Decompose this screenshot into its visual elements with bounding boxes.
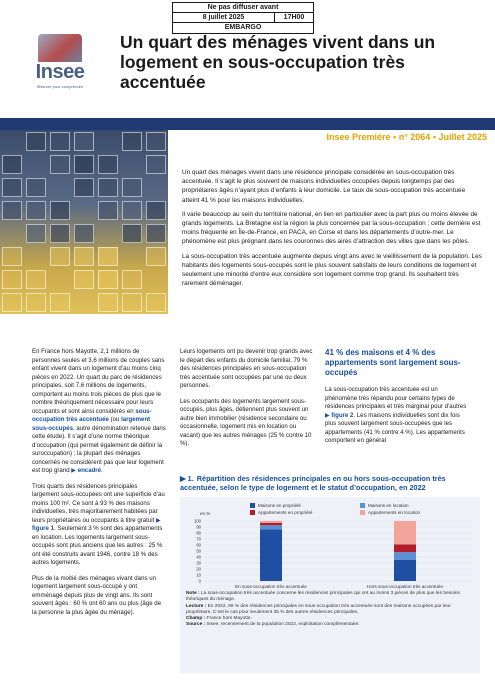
legend-label: Maisons en propriété	[258, 503, 301, 508]
text-run: En France hors Mayotte, 2,1 millions de personnes seules et 3,6 millions de couples sans enfant vivent dans un logement d’au moins cinq pièces en 2022. Un quart du parc de résidences principales, soit 7,6 millions de logements, comportent au moins trois pièces de plus que le nombre théoriquement nécessaire pour leurs occupants et sont ainsi considérés en	[32, 348, 165, 415]
text-run: suroccupation) ; la plupart des ménages concernés ne considèrent pas que leur logement est trop grand	[32, 450, 164, 474]
text-run: (ou	[108, 416, 122, 423]
photo-tile	[2, 201, 22, 220]
y-tick-label: 100	[194, 518, 201, 524]
photo-tile	[2, 155, 22, 174]
legend-swatch	[360, 503, 365, 508]
photo-tile	[26, 178, 46, 197]
photo-tile	[146, 293, 166, 312]
logo-tagline: Mesurer pour comprendre	[36, 84, 84, 89]
photo-tile	[74, 224, 94, 243]
y-tick-label: 10	[196, 572, 201, 578]
photo-tile	[26, 201, 46, 220]
photo-tile	[98, 270, 118, 289]
source-text: Insee, recensement de la population 2022, exploitation complémentaire.	[206, 622, 360, 628]
x-category-label: En sous-occupation très accentuée	[235, 584, 307, 589]
figure-notes	[186, 591, 476, 629]
body-paragraph	[32, 483, 166, 568]
photo-tile	[146, 201, 166, 220]
cover-photo	[0, 130, 168, 314]
note-label: Note :	[186, 591, 200, 596]
photo-tile	[2, 247, 22, 266]
photo-tile	[98, 155, 118, 174]
photo-tile	[50, 155, 70, 174]
arrow-icon: ▶	[71, 467, 78, 474]
photo-tile	[50, 247, 70, 266]
y-axis-unit: en %	[200, 511, 211, 516]
body-column-2	[180, 348, 314, 456]
photo-tile	[74, 270, 94, 289]
photo-tile	[50, 224, 70, 243]
abstract-paragraph: Il varie beaucoup au sein du territoire national, en lien en particulier avec la part plus ou moins élevée de grands logements. La Bretagne est la région la plus concernée par la sous-occupation ; cette dernière est moins fréquente en Île-de-France, en PACA, en Corse et dans les départements d’outre-mer. Le phénomène est plus prégnant dans les couronnes des aires d’attraction des villes que dans les pôles.	[182, 210, 481, 246]
legend-label: Appartements en propriété	[258, 510, 313, 515]
body-paragraph	[325, 386, 469, 446]
y-tick-label: 70	[196, 536, 201, 542]
reading-label: Lecture :	[186, 603, 207, 609]
embargo-datetime	[173, 13, 313, 23]
photo-tile	[2, 270, 22, 289]
abstract-paragraph: La sous-occupation très accentuée augmente depuis vingt ans avec le vieillissement de la population. Les habitants des logements sous-occupés sont le plus souvent satisfaits de leurs conditions de logement et seulement une minorité d’entre eux considère son logement comme trop grand. Ils souhaitent très rarement déménager.	[182, 252, 482, 288]
y-tick-label: 80	[196, 530, 201, 536]
section-heading: 41 % des maisons et 4 % des appartements sont largement sous-occupés	[325, 348, 461, 377]
photo-tile	[50, 201, 70, 220]
photo-tile	[98, 178, 118, 197]
reading-text: En 2022, 86 % des résidences principales en sous-occupation très accentuée sont des maisons occupées par leur propriétaire. C’est le cas pour seulement 35 % des autres résidences principales.	[186, 603, 451, 615]
body-paragraph: Leurs logements ont pu devenir trop grands avec le départ des enfants du domicile familial. 79 % des résidences principales en sous-occupation très accentuée sont occupées par une ou deux personnes.	[180, 348, 313, 389]
photo-tile	[122, 293, 142, 312]
legend-label: Appartements en location	[368, 510, 421, 515]
photo-tile	[146, 247, 166, 266]
photo-tile	[122, 224, 142, 243]
photo-tile	[2, 178, 22, 197]
insee-logo	[30, 34, 90, 92]
embargo-date: 8 juillet 2025	[173, 13, 275, 22]
chart-legend	[250, 503, 470, 515]
logo-word: Insee	[35, 61, 85, 83]
body-paragraph: Plus de la moitié des ménages vivant dans un logement largement sous-occupé y ont emménagé depuis plus de vingt ans. Ils sont souvent âgés : 60 % ont 60 ans ou plus (âge de la personne la plus âgée du ménage).	[32, 574, 162, 616]
bar-segment	[260, 529, 282, 581]
figure-number: 1.	[187, 474, 194, 483]
bar-segment	[260, 523, 282, 525]
body-paragraph: Les occupants des logements largement sous-occupés, plus âgés, détiennent plus souvent un autre bien immobilier (résidence secondaire ou occasionnelle, logement mis en location ou vacant) que les autres ménages (25 % contre 10 %).	[180, 397, 312, 447]
photo-tile	[122, 132, 142, 151]
bar-segment	[260, 525, 282, 529]
y-tick-label: 90	[196, 524, 201, 530]
field-text: France hors Mayotte.	[206, 616, 252, 622]
body-column-1	[32, 348, 166, 624]
legend-item	[360, 503, 470, 508]
box-link[interactable]: encadré	[77, 467, 102, 474]
bar-segment	[394, 560, 416, 581]
text-run: . Seulement 3 % sont des appartements en location. Les logements largement sous-occupés sont plus anciens que les autres : 25 % ont été construits avant 1946, contre 18 % des autres logements.	[32, 525, 163, 566]
x-category-label: Hors sous-occupation très accentuée	[367, 584, 443, 589]
y-tick-label: 20	[196, 566, 201, 572]
photo-tile	[146, 155, 166, 174]
photo-tile	[146, 132, 166, 151]
y-tick-label: 60	[196, 542, 201, 548]
abstract-paragraph: Un quart des ménages vivent dans une résidence principale considérée en sous-occupation très accentuée. Il s’agit le plus souvent de maisons individuelles occupées depuis longtemps par des propriétaires âgés n’ayant plus d’enfants à leur domicile. Le taux de sous-occupation très accentuée atteint 41 % pour les maisons individuelles.	[182, 169, 466, 204]
figure-note	[186, 591, 476, 604]
legend-swatch	[360, 510, 365, 515]
legend-label: Maisons en location	[368, 503, 409, 508]
embargo-box	[172, 2, 314, 34]
photo-tile	[26, 293, 46, 312]
photo-tile	[74, 247, 94, 266]
photo-tile	[50, 293, 70, 312]
figure-title	[180, 474, 480, 492]
photo-tile	[26, 270, 46, 289]
arrow-icon: ▶	[180, 474, 186, 483]
embargo-time: 17H00	[283, 14, 305, 21]
term-link[interactable]: largement sous-occupés	[32, 416, 151, 432]
legend-swatch	[250, 503, 255, 508]
photo-tile	[122, 270, 142, 289]
photo-tile	[74, 132, 94, 151]
embargo-line1: Ne pas diffuser avant	[173, 3, 313, 13]
y-tick-label: 40	[196, 554, 201, 560]
figure-reading	[186, 604, 476, 617]
text-run: , autre dénomination retenue dans cette étude). Il s’agit d’une norme théorique d’occupation (qui permet également de définir la	[32, 424, 166, 449]
logo-mark-icon	[38, 34, 82, 62]
series-label: Insee Première • n° 2064 • Juillet 2025	[326, 132, 487, 142]
figure-link[interactable]: figure 1	[32, 525, 55, 532]
y-tick-label: 30	[196, 560, 201, 566]
photo-tile	[74, 178, 94, 197]
header-band	[0, 118, 495, 130]
photo-tile	[74, 155, 94, 174]
term-link[interactable]: sous-occupation très accentuée	[32, 407, 152, 423]
arrow-icon: ▶	[325, 411, 332, 419]
y-tick-label: 0	[198, 578, 201, 584]
field-label: Champ :	[186, 616, 206, 622]
legend-item	[250, 503, 360, 508]
photo-tile	[50, 132, 70, 151]
text-run: Trois quarts des résidences principales largement sous-occupées ont une superficie d’au moins 100 m². Ce sont à 93 % des maisons individuelles, très majoritairement habitées par leurs propriétaires ou occupants à titre gratuit	[32, 482, 165, 524]
embargo-label: EMBARGO	[224, 24, 262, 31]
photo-tile	[122, 178, 142, 197]
page-title: Un quart des ménages vivent dans un logement en sous-occupation très accentuée	[120, 32, 436, 92]
photo-tile	[98, 201, 118, 220]
arrow-icon: ▶	[155, 516, 161, 524]
photo-tile	[2, 293, 22, 312]
legend-swatch	[250, 510, 255, 515]
photo-tile	[26, 132, 46, 151]
photo-tile	[122, 201, 142, 220]
text-run: La sous-occupation très accentuée est un phénomène très répandu pour certains types de résidences principales et très marginal pour d’autres	[325, 386, 467, 410]
legend-item	[250, 510, 360, 515]
photo-tile	[98, 293, 118, 312]
abstract	[182, 168, 484, 293]
figure-title-text: Répartition des résidences principales en ou hors sous-occupation très accentuée, selon le type de logement et le statut d’occupation, en 2022	[180, 474, 446, 492]
bar-segment	[260, 521, 282, 523]
figure-panel	[180, 497, 480, 673]
photo-tile	[26, 224, 46, 243]
legend-item	[360, 510, 470, 515]
body-column-3	[325, 348, 469, 453]
source-label: Source :	[186, 622, 206, 628]
bar-segment	[394, 521, 416, 544]
figure-link[interactable]: figure 2	[331, 411, 354, 419]
bar-segment	[394, 552, 416, 560]
note-text: La sous-occupation très accentuée concerne les résidences principales qui ont au moins 3 pièces de plus que les besoins théoriques du ménage.	[186, 591, 460, 603]
text-run: . Les maisons individuelles sont dix fois plus souvent largement sous-occupées que les appartements (41 % contre 4 %). Les appartements comportent en général	[325, 411, 465, 444]
y-tick-label: 50	[196, 548, 201, 554]
bar-segment	[394, 544, 416, 552]
figure-source	[186, 622, 476, 628]
photo-tile	[146, 224, 166, 243]
photo-tile	[98, 247, 118, 266]
body-paragraph: En France hors Mayotte, 2,1 millions de personnes seules et 3,6 millions de couples sans enfant vivent dans un logement d’au moins cinq pièces en 2022. Un quart du parc de résidences principales, soit 7,6 millions de logements, comportent au moins trois pièces de plus que le nombre théoriquement nécessaire pour leurs occupants et sont ainsi considérés en sous-occupation très accentuée (ou largement sous-occupés, autre dénomination retenue dans cette étude). Il s’agit d’une norme théorique d’occupation (qui permet également de définir la suroccupation) ; la plupart des ménages concernés ne considèrent pas que leur logement est trop grand ▶ encadré.	[32, 348, 166, 474]
